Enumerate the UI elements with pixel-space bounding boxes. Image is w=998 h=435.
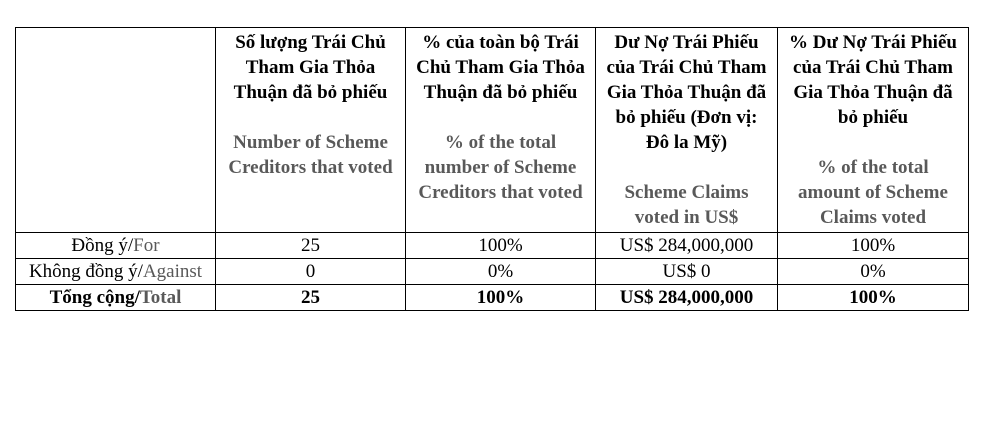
header-vi: Dư Nợ Trái Phiếu của Trái Chủ Tham Gia Thỏa Thuận đã bỏ phiếu (Đơn vị: Đô la Mỹ): [606, 32, 767, 153]
row-label: Tổng cộng/Total: [16, 285, 216, 311]
header-en: Number of Scheme Creditors that voted: [228, 132, 393, 178]
header-empty: [16, 28, 216, 233]
cell-percent-claims: 100%: [778, 285, 969, 311]
header-percent-claims: [778, 28, 969, 233]
cell-number: 25: [216, 285, 406, 311]
cell-claims: US$ 284,000,000: [596, 285, 778, 311]
row-label: Đồng ý/For: [16, 233, 216, 259]
header-percent-number: [406, 28, 596, 233]
cell-percent-number: 0%: [406, 259, 596, 285]
row-label: Không đồng ý/Against: [16, 259, 216, 285]
cell-claims: US$ 0: [596, 259, 778, 285]
header-row: [16, 28, 969, 233]
header-vi: Số lượng Trái Chủ Tham Gia Thỏa Thuận đã bỏ phiếu: [233, 32, 388, 103]
table-row-against: [16, 259, 969, 285]
cell-percent-number: 100%: [406, 285, 596, 311]
header-en: Scheme Claims voted in US$: [624, 182, 749, 228]
header-en: % of the total number of Scheme Creditors that voted: [418, 132, 583, 203]
table-row-total: [16, 285, 969, 311]
cell-claims: US$ 284,000,000: [596, 233, 778, 259]
cell-percent-claims: 100%: [778, 233, 969, 259]
table-row-for: [16, 233, 969, 259]
cell-percent-number: 100%: [406, 233, 596, 259]
header-en: % of the total amount of Scheme Claims voted: [798, 157, 948, 228]
cell-number: 25: [216, 233, 406, 259]
header-vi: % của toàn bộ Trái Chủ Tham Gia Thỏa Thuận đã bỏ phiếu: [416, 32, 585, 103]
cell-percent-claims: 0%: [778, 259, 969, 285]
header-claims-voted: [596, 28, 778, 233]
header-number-voted: [216, 28, 406, 233]
voting-results-table: [15, 27, 969, 311]
header-vi: % Dư Nợ Trái Phiếu của Trái Chủ Tham Gia Thỏa Thuận đã bỏ phiếu: [789, 32, 957, 128]
cell-number: 0: [216, 259, 406, 285]
